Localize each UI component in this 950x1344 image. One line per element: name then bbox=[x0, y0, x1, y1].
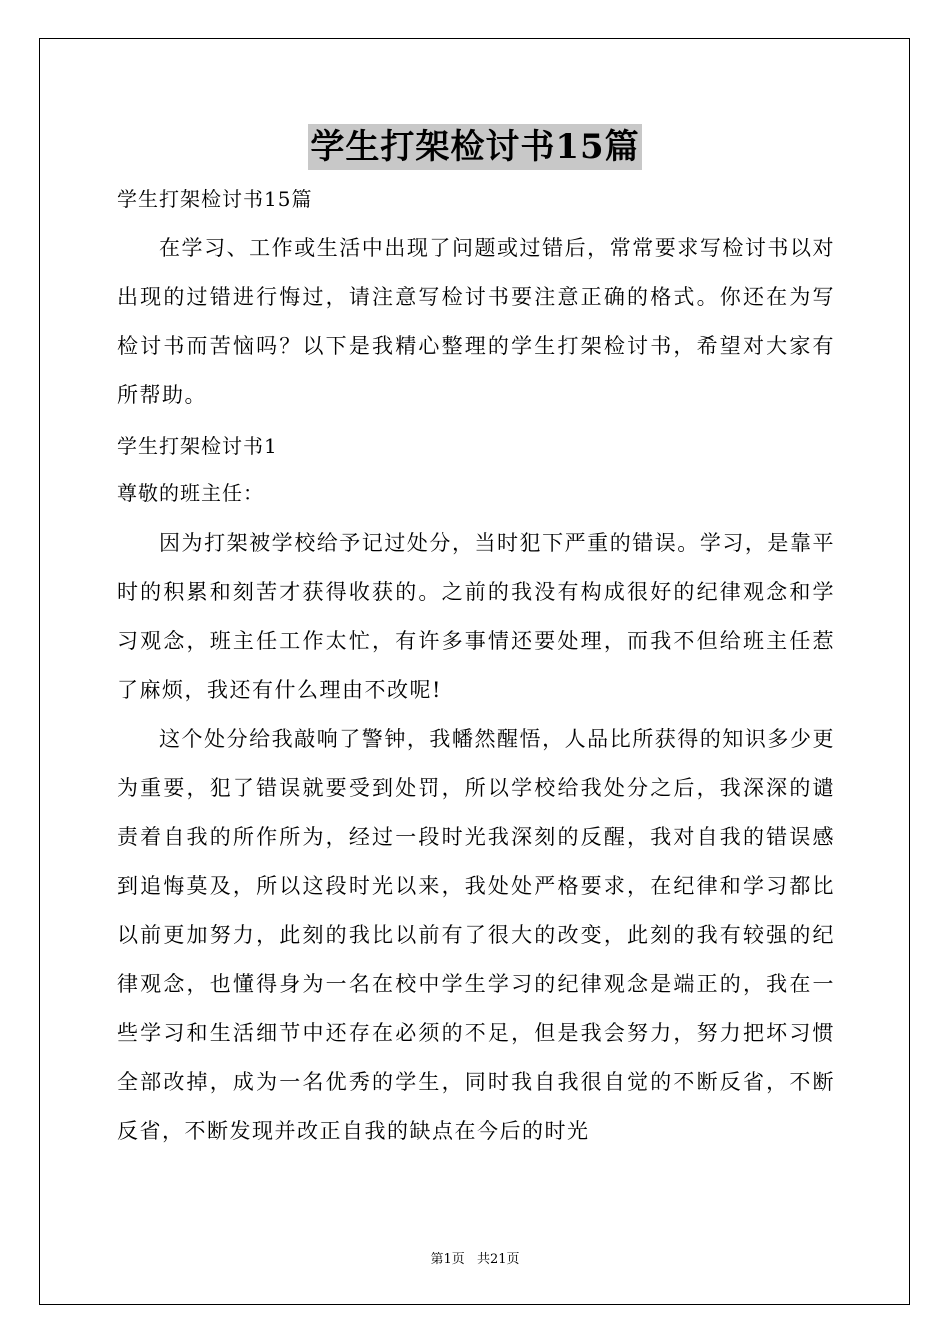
document-body bbox=[117, 178, 835, 1156]
total-pages-label: 共21页 bbox=[476, 1252, 520, 1267]
title-area bbox=[0, 124, 950, 170]
intro-paragraph: 在学习、工作或生活中出现了问题或过错后，常常要求写检讨书以对出现的过错进行悔过，请注意写检讨书要注意正确的格式。你还在为写检讨书而苦恼吗？以下是我精心整理的学生打架检讨书，希望对大家有所帮助。 bbox=[117, 236, 835, 407]
page-footer bbox=[0, 1248, 950, 1267]
body-paragraph-1: 因为打架被学校给予记过处分，当时犯下严重的错误。学习，是靠平时的积累和刻苦才获得收获的。之前的我没有构成很好的纪律观念和学习观念，班主任工作太忙，有许多事情还要处理，而我不但给班主任惹了麻烦，我还有什么理由不改呢! bbox=[117, 531, 835, 702]
section-heading: 学生打架检讨书1 bbox=[117, 434, 278, 458]
document-subtitle: 学生打架检讨书15篇 bbox=[117, 187, 313, 211]
current-page-label: 第1页 bbox=[430, 1252, 465, 1267]
salutation: 尊敬的班主任： bbox=[117, 481, 264, 505]
document-title: 学生打架检讨书15篇 bbox=[308, 124, 641, 170]
body-paragraph-2: 这个处分给我敲响了警钟，我幡然醒悟，人品比所获得的知识多少更为重要，犯了错误就要受到处罚，所以学校给我处分之后，我深深的谴责着自我的所作所为，经过一段时光我深刻的反醒，我对自我的错误感到追悔莫及，所以这段时光以来，我处处严格要求，在纪律和学习都比以前更加努力，此刻的我比以前有了很大的改变，此刻的我有较强的纪律观念，也懂得身为一名在校中学生学习的纪律观念是端正的，我在一些学习和生活细节中还存在必须的不足，但是我会努力，努力把坏习惯全部改掉，成为一名优秀的学生，同时我自我很自觉的不断反省，不断反省，不断发现并改正自我的缺点在今后的时光 bbox=[117, 727, 835, 1143]
